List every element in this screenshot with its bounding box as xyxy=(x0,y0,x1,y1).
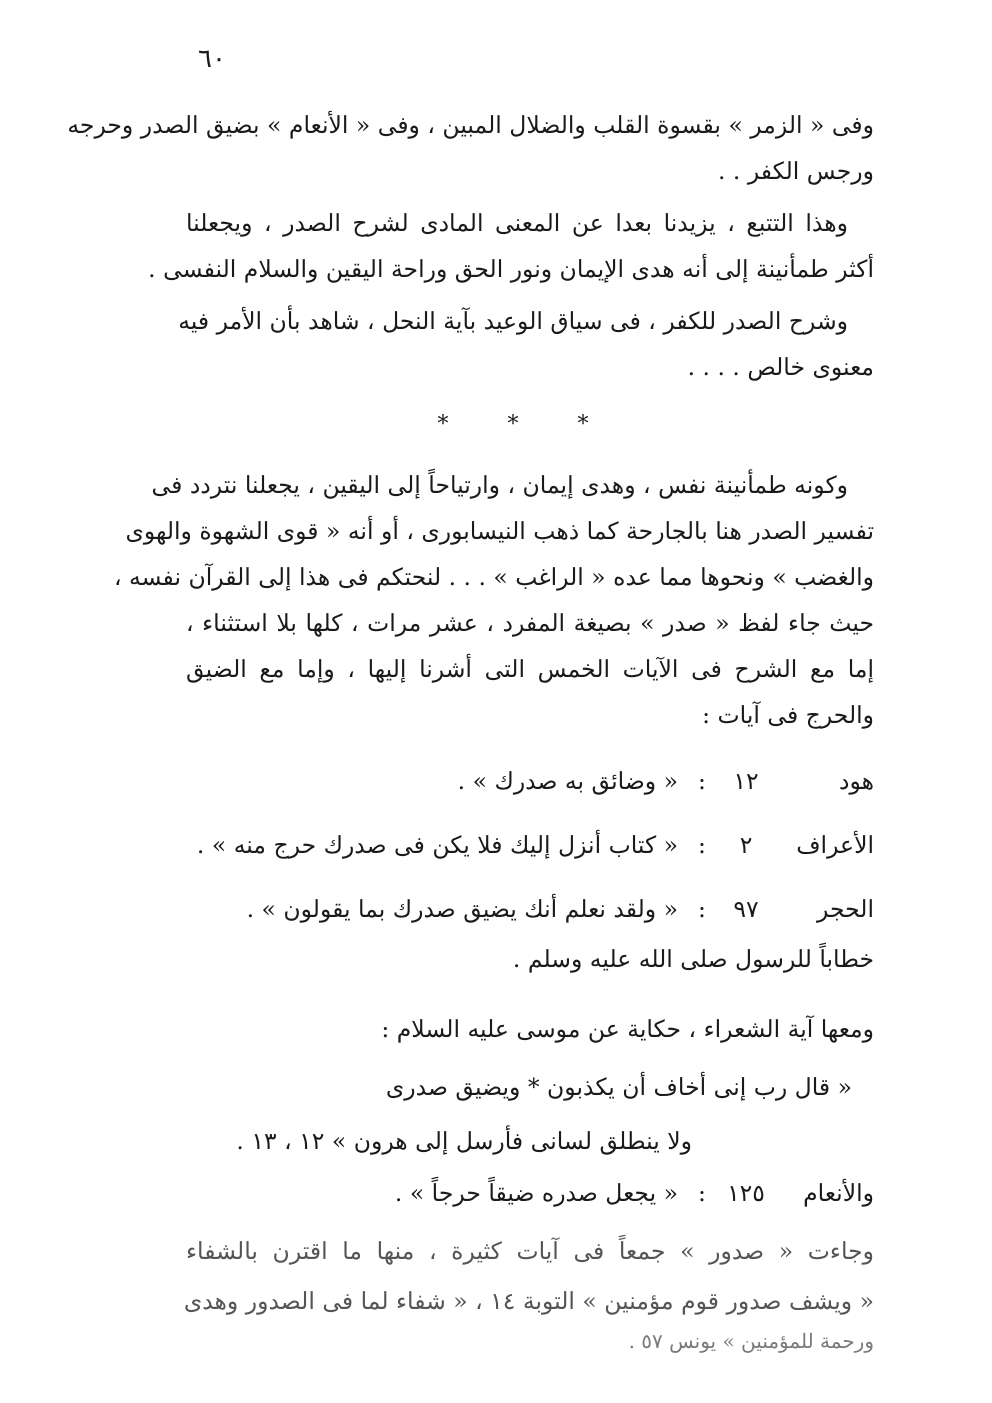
reference-colon: : xyxy=(698,831,706,859)
reference-colon: : xyxy=(698,1179,706,1207)
hijr-note: خطاباً للرسول صلى الله عليه وسلم . xyxy=(512,945,874,973)
reference-surah: هود xyxy=(839,767,874,795)
paragraph-5-line-1: وجاءت « صدور » جمعاً فى آيات كثيرة ، منها ما اقترن بالشفاء xyxy=(186,1237,874,1265)
paragraph-1-line-1: وفى « الزمر » بقسوة القلب والضلال المبين ، وفى « الأنعام » بضيق الصدر وحرجه xyxy=(67,111,874,139)
paragraph-5-line-2: « ويشف صدور قوم مؤمنين » التوبة ١٤ ، « شفاء لما فى الصدور وهدى xyxy=(183,1287,874,1315)
paragraph-2-line-1: وهذا التتبع ، يزيدنا بعدا عن المعنى المادى لشرح الصدر ، ويجعلنا xyxy=(186,209,848,237)
paragraph-4-line-3: والغضب » ونحوها مما عده « الراغب » . . . لنحتكم فى هذا إلى القرآن نفسه ، xyxy=(113,563,874,591)
paragraph-3-line-1: وشرح الصدر للكفر ، فى سياق الوعيد بآية النحل ، شاهد بأن الأمر فيه xyxy=(178,307,848,335)
shuara-quote-line-2: ولا ينطلق لسانى فأرسل إلى هرون » ١٢ ، ١٣ . xyxy=(236,1127,692,1155)
paragraph-1-line-2: ورجس الكفر . . xyxy=(717,157,874,185)
paragraph-4-line-5: إما مع الشرح فى الآيات الخمس التى أشرنا إليها ، وإما مع الضيق xyxy=(186,655,874,683)
reference-anam xyxy=(186,1176,874,1210)
reference-araf xyxy=(186,828,874,862)
section-separator: * * * xyxy=(437,412,615,437)
reference-surah: والأنعام xyxy=(803,1179,874,1207)
shuara-intro: ومعها آية الشعراء ، حكاية عن موسى عليه السلام : xyxy=(381,1015,874,1043)
reference-surah: الحجر xyxy=(817,895,874,923)
reference-colon: : xyxy=(698,767,706,795)
reference-number: ١٢٥ xyxy=(727,1179,765,1207)
shuara-quote-line-1: « قال رب إنى أخاف أن يكذبون * ويضيق صدرى xyxy=(385,1073,852,1101)
paragraph-5-line-3: ورحمة للمؤمنين » يونس ٥٧ . xyxy=(628,1329,874,1353)
reference-number: ٩٧ xyxy=(733,895,759,923)
paragraph-2-line-2: أكثر طمأنينة إلى أنه هدى الإيمان ونور الحق وراحة اليقين والسلام النفسى . xyxy=(148,255,874,283)
reference-text: « كتاب أنزل إليك فلا يكن فى صدرك حرج منه » . xyxy=(196,831,678,859)
paragraph-3-line-2: معنوى خالص . . . . xyxy=(687,353,874,381)
reference-hijr xyxy=(186,892,874,926)
reference-text: « وضائق به صدرك » . xyxy=(457,767,678,795)
reference-number: ٢ xyxy=(739,831,753,859)
reference-number: ١٢ xyxy=(733,767,759,795)
reference-hud xyxy=(186,764,874,798)
page-number: ٦٠ xyxy=(198,44,226,74)
reference-text: « ولقد نعلم أنك يضيق صدرك بما يقولون » . xyxy=(246,895,678,923)
reference-surah: الأعراف xyxy=(796,831,874,859)
paragraph-4-line-1: وكونه طمأنينة نفس ، وهدى إيمان ، وارتياحاً إلى اليقين ، يجعلنا نتردد فى xyxy=(151,471,848,499)
reference-colon: : xyxy=(698,895,706,923)
paragraph-4-line-4: حيث جاء لفظ « صدر » بصيغة المفرد ، عشر مرات ، كلها بلا استثناء ، xyxy=(186,609,874,637)
paragraph-4-line-6: والحرج فى آيات : xyxy=(702,701,874,729)
reference-text: « يجعل صدره ضيقاً حرجاً » . xyxy=(394,1179,678,1207)
paragraph-4-line-2: تفسير الصدر هنا بالجارحة كما ذهب النيسابورى ، أو أنه « قوى الشهوة والهوى xyxy=(125,517,874,545)
